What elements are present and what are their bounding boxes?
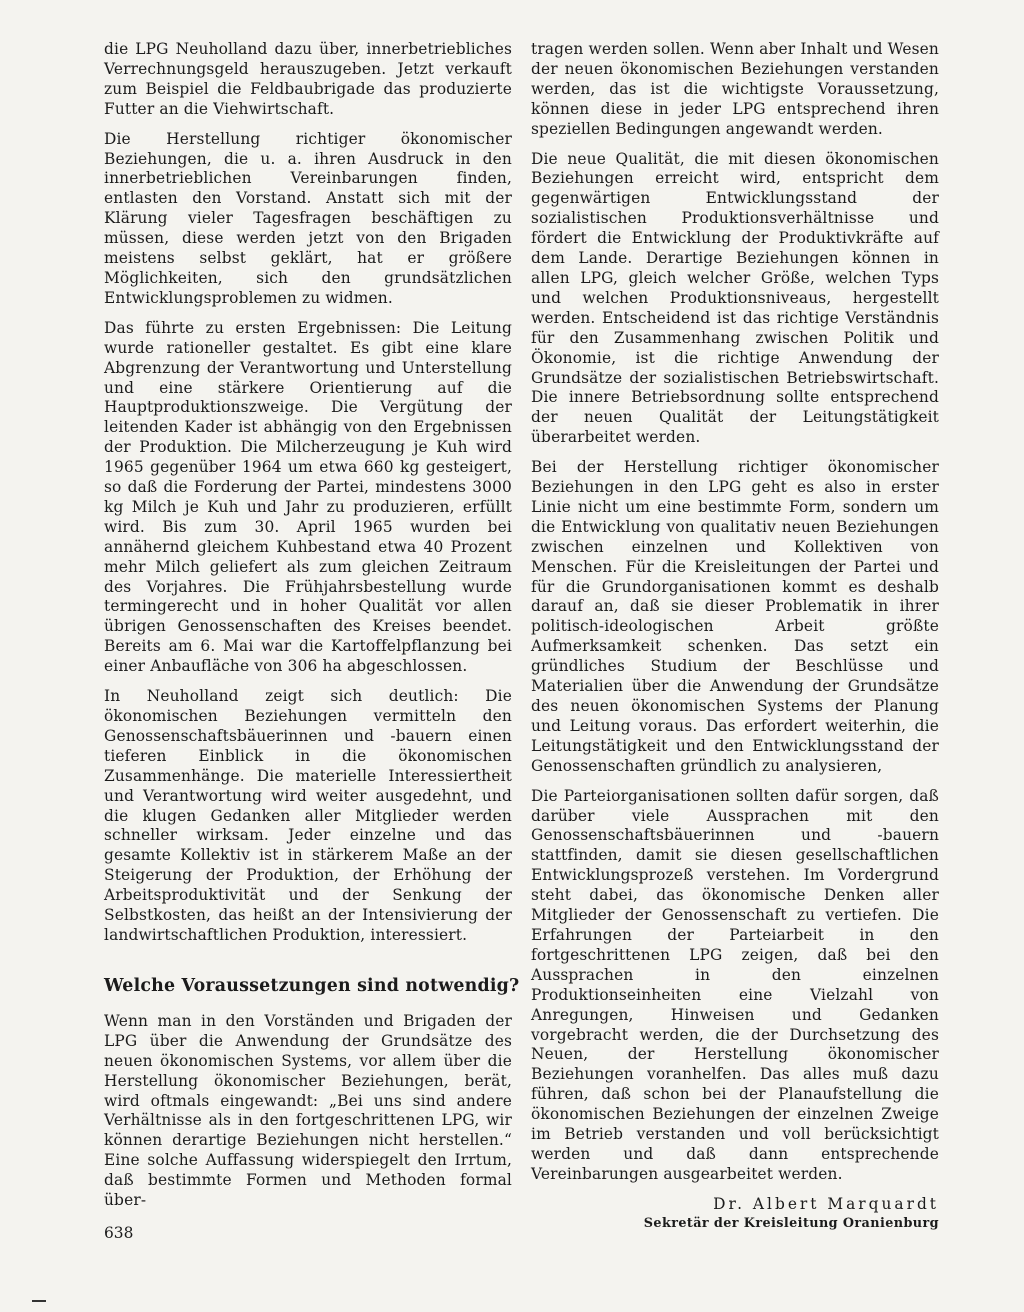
paragraph: Bei der Herstellung richtiger ökonomischer Beziehungen in den LPG geht es also in erster Linie nicht um eine bestimmte Form, sondern um die Entwicklung von qualitativ neuen Beziehungen zwischen einzelnen und Kollektiven von Menschen. Für die Kreisleitungen der Partei und für die Grundorganisationen kommt es deshalb darauf an, daß sie dieser Problematik in ihrer politisch-ideologischen Arbeit größte Aufmerksamkeit schenken. Das setzt ein gründliches Studium der Beschlüsse und Materialien über die Anwendung der Grundsätze des neuen ökonomischen Systems der Planung und Leitung voraus. Das erfordert weiterhin, die Leitungstätigkeit und den Entwicklungsstand der Genossenschaften gründlich zu analysieren, xyxy=(531,458,939,775)
author-name: Dr. Albert Marquardt xyxy=(713,1194,939,1213)
left-column xyxy=(104,40,520,1221)
page-number: 638 xyxy=(104,1224,134,1242)
paragraph: die LPG Neuholland dazu über, innerbetriebliches Verrechnungsgeld herauszugeben. Jetzt verkauft zum Beispiel die Feldbaubrigade das produzierte Futter an die Viehwirtschaft. xyxy=(104,40,512,118)
author-role: Sekretär der Kreisleitung Oranienburg xyxy=(643,1215,939,1231)
right-column xyxy=(531,40,939,1232)
paragraph: Das führte zu ersten Ergebnissen: Die Leitung wurde rationeller gestaltet. Es gibt eine klare Abgrenzung der Verantwortung und Unterstellung und eine stärkere Orientierung auf die Hauptproduktionszweige. Die Vergütung der leitenden Kader ist abhängig von den Ergebnissen der Produktion. Die Milcherzeugung je Kuh wird 1965 gegenüber 1964 um etwa 660 kg gesteigert, so daß die Forderung der Partei, mindestens 3000 kg Milch je Kuh und Jahr zu produzieren, erfüllt wird. Bis zum 30. April 1965 wurden bei annähernd gleichem Kuhbestand etwa 40 Prozent mehr Milch geliefert als zum gleichen Zeitraum des Vorjahres. Die Frühjahrsbestellung wurde termingerecht und in hoher Qualität vor allen übrigen Genossenschaften des Kreises beendet. Bereits am 6. Mai war die Kartoffelpflanzung bei einer Anbaufläche von 306 ha abgeschlossen. xyxy=(104,318,512,676)
paragraph: tragen werden sollen. Wenn aber Inhalt und Wesen der neuen ökonomischen Beziehungen verstanden werden, das ist die wichtigste Voraussetzung, können diese in jeder LPG entsprechend ihren speziellen Bedingungen angewandt werden. xyxy=(531,40,939,138)
paragraph: In Neuholland zeigt sich deutlich: Die ökonomischen Beziehungen vermitteln den Genossenschaftsbäuerinnen und -bauern einen tieferen Einblick in die ökonomischen Zusammenhänge. Die materielle Interessiertheit und Verantwortung wird weiter ausgedehnt, und die klugen Gedanken aller Mitglieder werden schneller wirksam. Jeder einzelne und das gesamte Kollektiv ist in stärkerem Maße an der Steigerung der Produktion, der Erhöhung der Arbeitsproduktivität und der Senkung der Selbstkosten, das heißt an der Intensivierung der landwirtschaftlichen Produktion, interessiert. xyxy=(104,687,512,944)
paragraph: Wenn man in den Vorständen und Brigaden der LPG über die Anwendung der Grundsätze des neuen ökonomischen Systems, vor allem über die Herstellung ökonomischer Beziehungen, berät, wird oftmals eingewandt: „Bei uns sind andere Verhältnisse als in den fortgeschrittenen LPG, wir können derartige Beziehungen nicht herstellen.“ Eine solche Auffassung widerspiegelt den Irrtum, daß bestimmte Formen und Methoden formal über- xyxy=(104,1011,512,1210)
print-mark xyxy=(32,1300,46,1302)
paragraph: Die Parteiorganisationen sollten dafür sorgen, daß darüber viele Aussprachen mit den Genossenschaftsbäuerinnen und -bauern stattfinden, damit sie diesen gesellschaftlichen Entwicklungsprozeß verstehen. Im Vordergrund steht dabei, das ökonomische Denken aller Mitglieder der Genossenschaft zu vertiefen. Die Erfahrungen der Parteiarbeit in den fortgeschrittenen LPG zeigen, daß bei den Aussprachen in den einzelnen Produktionseinheiten eine Vielzahl von Anregungen, Hinweisen und Gedanken vorgebracht werden, die der Durchsetzung des Neuen, der Herstellung ökonomischer Beziehungen voranhelfen. Das alles muß dazu führen, daß schon bei der Planaufstellung die ökonomischen Beziehungen der einzelnen Zweige im Betrieb verstanden und voll berücksichtigt werden und daß dann entsprechende Vereinbarungen ausgearbeitet werden. xyxy=(531,786,939,1183)
section-heading: Welche Voraussetzungen sind notwendig? xyxy=(104,975,520,996)
paragraph: Die neue Qualität, die mit diesen ökonomischen Beziehungen erreicht wird, entspricht dem gegenwärtigen Entwicklungsstand der sozialistischen Produktionsverhältnisse und fördert die Entwicklung der Produktivkräfte auf dem Lande. Derartige Beziehungen können in allen LPG, gleich welcher Größe, welchen Typs und welchen Produktionsniveaus, hergestellt werden. Entscheidend ist das richtige Verständnis für den Zusammenhang zwischen Politik und Ökonomie, ist die richtige Anwendung der Grundsätze der sozialistischen Betriebswirtschaft. Die innere Betriebsordnung sollte entsprechend der neuen Qualität der Leitungstätigkeit überarbeitet werden. xyxy=(531,149,939,447)
paragraph: Die Herstellung richtiger ökonomischer Beziehungen, die u. a. ihren Ausdruck in den innerbetrieblichen Vereinbarungen finden, entlasten den Vorstand. Anstatt sich mit der Klärung vieler Tagesfragen beschäftigen zu müssen, diese werden jetzt von den Brigaden meistens selbst geklärt, hat er größere Möglichkeiten, sich den grundsätzlichen Entwicklungsproblemen zu widmen. xyxy=(104,129,512,307)
